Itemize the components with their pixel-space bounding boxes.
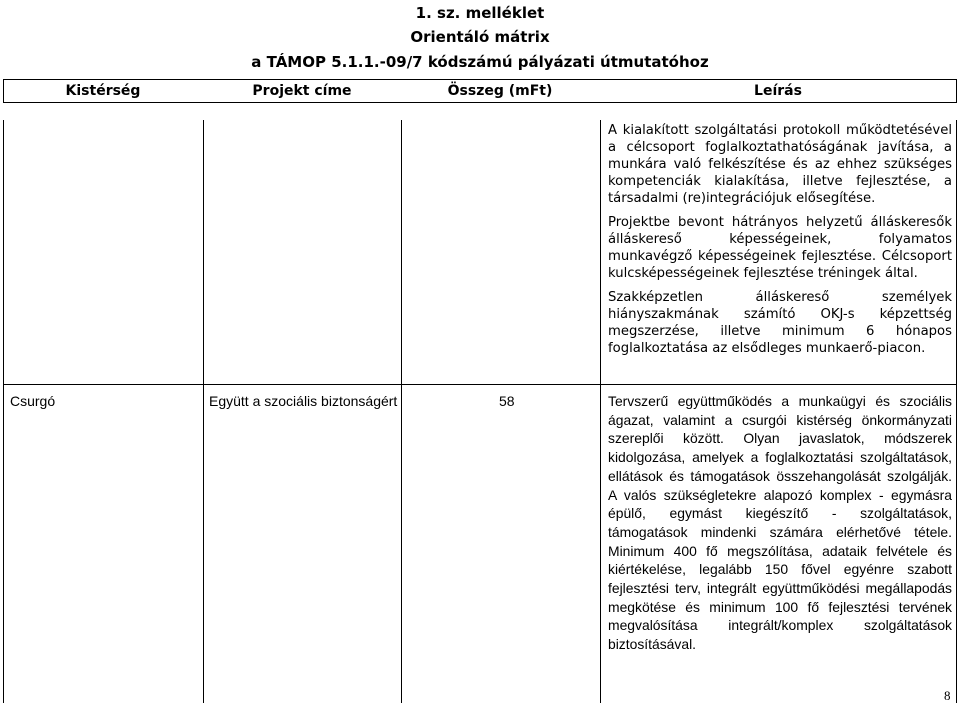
column-divider [600, 120, 601, 703]
cell-projekt-cime: Együtt a szociális biztonságért [209, 393, 398, 409]
description-cell-previous-row [608, 122, 952, 357]
table-header-bottom-border [3, 102, 957, 103]
column-header-kisterseg: Kistérség [65, 83, 141, 99]
column-divider [203, 120, 204, 703]
document-title: Orientáló mátrix [410, 28, 550, 46]
description-paragraph: Szakképzetlen álláskereső személyek hiányszakmának számító OKJ-s képzettség megszerzése, illetve minimum 6 hónapos foglalkoztatása az elsődleges munkaerő-piacon. [608, 290, 952, 356]
column-header-leiras: Leírás [754, 83, 802, 99]
row-divider [3, 384, 957, 385]
column-divider [401, 120, 402, 703]
cell-leiras [608, 392, 952, 654]
column-divider [3, 120, 4, 703]
description-paragraph: A kialakított szolgáltatási protokoll működtetésével a célcsoport foglalkoztathatóságának javítása, a munkára való felkészítése és az ehhez szükséges kompetenciák kialakítása, illetve fejlesztése, a társadalmi (re)integrációjuk elősegítése. [608, 123, 952, 206]
column-header-projekt-cime: Projekt címe [252, 83, 352, 99]
document-subtitle: a TÁMOP 5.1.1.-09/7 kódszámú pályázati útmutatóhoz [251, 53, 709, 71]
description-paragraph: Projektbe bevont hátrányos helyzetű álláskeresők álláskereső képességeinek, folyamatos munkavégző képességeinek fejlesztése. Célcsoport kulcsképességeinek fejlesztése tréningek által. [608, 215, 952, 281]
column-divider [956, 120, 957, 703]
cell-osszeg: 58 [499, 393, 515, 409]
description-paragraph: Tervszerű együttműködés a munkaügyi és szociális ágazat, valamint a csurgói kistérség önkormányzati szereplői között. Olyan javaslatok, módszerek kidolgozása, amelyek a foglalkoztatási szolgáltatások, ellátások és támogatások összehangolását szolgálják. A valós szükségletekre alapozó komplex - egymásra épülő, egymást kiegészítő - szolgáltatások, támogatások mindenki számára elérhetővé tétele. Minimum 400 fő megszólítása, adataik felvétele és kiértékelése, legalább 150 fővel egyénre szabott fejlesztési terv, integrált együttműködési megállapodás megkötése és minimum 100 fő fejlesztési tervének megvalósítása integrált/komplex szolgáltatások biztosításával. [608, 393, 952, 653]
column-header-osszeg: Összeg (mFt) [447, 83, 553, 99]
cell-kisterseg: Csurgó [10, 393, 56, 409]
annex-number: 1. sz. melléklet [415, 4, 545, 22]
page-number: 8 [944, 688, 951, 703]
